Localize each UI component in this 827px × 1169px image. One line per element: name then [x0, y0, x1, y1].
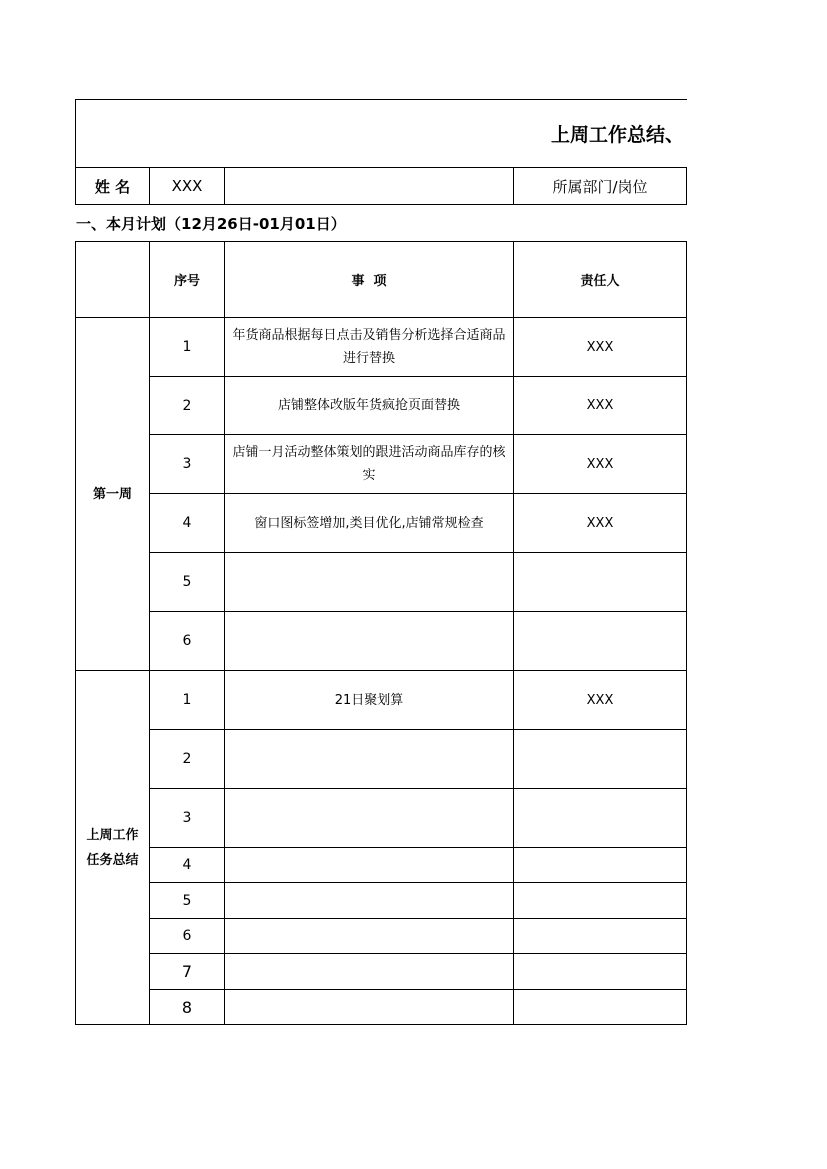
row-index: 1	[182, 339, 192, 355]
row-item[interactable]	[225, 883, 513, 918]
row-owner[interactable]	[514, 553, 686, 611]
name-extra-cell[interactable]	[225, 168, 513, 204]
row-owner[interactable]	[514, 883, 686, 918]
row-owner[interactable]	[514, 954, 686, 989]
row-index: 8	[181, 997, 193, 1017]
grid-line	[686, 167, 687, 205]
row-owner[interactable]: XXX	[586, 456, 614, 472]
row-owner[interactable]: XXX	[586, 398, 614, 413]
row-item[interactable]	[225, 848, 513, 882]
row-owner[interactable]	[514, 789, 686, 847]
grid-line	[75, 1024, 687, 1025]
row-item[interactable]: 窗口图标签增加,类目优化,店铺常规检查	[254, 515, 484, 531]
row-item[interactable]: 店铺一月活动整体策划的跟进活动商品库存的核实	[232, 445, 506, 483]
page-title: 上周工作总结、	[551, 124, 685, 146]
row-item[interactable]	[225, 919, 513, 953]
row-index: 3	[182, 456, 192, 472]
row-owner[interactable]	[514, 919, 686, 953]
row-owner[interactable]	[514, 848, 686, 882]
dept-label: 所属部门/岗位	[552, 177, 648, 196]
row-index: 4	[182, 857, 192, 873]
row-index: 5	[182, 574, 192, 590]
row-index: 2	[182, 397, 192, 414]
row-index: 6	[182, 633, 192, 649]
col-header-index: 序号	[173, 274, 200, 289]
group-label-line2: 任务总结	[86, 852, 139, 868]
name-value[interactable]: XXX	[171, 177, 203, 195]
row-index: 3	[182, 810, 192, 826]
row-owner[interactable]: XXX	[586, 515, 614, 531]
row-item[interactable]: 店铺整体改版年货疯抢页面替换	[277, 398, 460, 413]
col-header-owner: 责任人	[580, 274, 620, 289]
row-index: 4	[182, 515, 192, 531]
row-item[interactable]	[225, 789, 513, 847]
row-owner[interactable]	[514, 730, 686, 788]
row-index: 7	[181, 962, 193, 981]
section-heading: 一、本月计划（12月26日-01月01日）	[76, 214, 346, 233]
row-owner[interactable]	[514, 990, 686, 1024]
group-label-line1: 上周工作	[86, 827, 139, 843]
col-header-item: 事 项	[351, 274, 387, 289]
row-index: 2	[182, 751, 192, 767]
group-label-week1: 第一周	[92, 486, 132, 502]
row-item[interactable]	[225, 612, 513, 670]
row-item[interactable]	[225, 990, 513, 1024]
name-label: 姓 名	[94, 177, 131, 196]
grid-line	[686, 241, 687, 1025]
row-item[interactable]: 21日聚划算	[334, 692, 404, 708]
row-owner[interactable]	[514, 612, 686, 670]
row-item[interactable]: 年货商品根据每日点击及销售分析选择合适商品进行替换	[232, 328, 506, 366]
row-owner[interactable]: XXX	[586, 339, 614, 355]
row-index: 5	[182, 892, 192, 909]
row-item[interactable]	[225, 954, 513, 989]
row-item[interactable]	[225, 730, 513, 788]
group-label-last-week	[76, 671, 149, 1024]
row-index: 1	[182, 692, 192, 708]
row-index: 6	[182, 928, 192, 944]
row-owner[interactable]: XXX	[586, 692, 614, 708]
row-item[interactable]	[225, 553, 513, 611]
